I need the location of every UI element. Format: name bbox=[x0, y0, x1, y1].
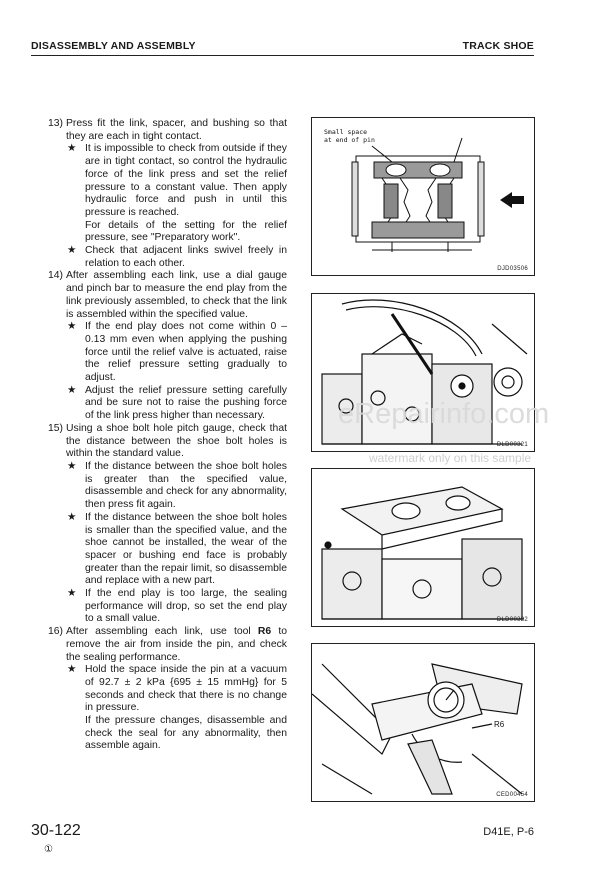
step-16 bbox=[48, 626, 287, 664]
note bbox=[48, 664, 287, 715]
section-title: DISASSEMBLY AND ASSEMBLY bbox=[31, 40, 196, 52]
figure-pitch-gauge bbox=[311, 468, 535, 627]
tool-label: R6 bbox=[494, 720, 505, 729]
note bbox=[48, 512, 287, 588]
note-text: It is impossible to check from outside if they are in tight contact, so control the hydraulic force of the link press and set the relief pressure to a constant value. Then apply hydraulic force and push in until this pressure is reached. bbox=[85, 143, 287, 218]
note bbox=[48, 245, 287, 270]
tool-r6-photo bbox=[312, 644, 534, 801]
star-icon: ★ bbox=[67, 588, 77, 600]
step-text: Press fit the link, spacer, and bushing so that they are each in tight contact. bbox=[66, 118, 287, 142]
note-text: If the end play is too large, the sealing performance will drop, so set the end play to a small value. bbox=[85, 588, 287, 625]
note-text: Hold the space inside the pin at a vacuum of 92.7 ± 2 kPa {695 ± 15 mmHg} for 5 seconds and check that there is no change in pressure. bbox=[85, 664, 287, 714]
figure-label: Small space bbox=[324, 128, 368, 136]
figure-tool-r6 bbox=[311, 643, 535, 802]
note bbox=[48, 143, 287, 219]
figure-code: DJD03506 bbox=[497, 266, 528, 272]
revision-mark: ① bbox=[44, 844, 53, 855]
step-15 bbox=[48, 423, 287, 461]
note-text: If the end play does not come within 0 – 0.13 mm even when applying the pushing force until the relief valve is actuated, raise the relief pressure setting gradually to adjust. bbox=[85, 321, 287, 384]
star-icon: ★ bbox=[67, 143, 77, 155]
note-text: If the distance between the shoe bolt holes is greater than the specified value, disassemble and check for any abnormality, then press fit again. bbox=[85, 460, 287, 511]
step-text: After assembling each link, use tool bbox=[66, 626, 258, 638]
note bbox=[48, 321, 287, 385]
arrow-icon bbox=[500, 192, 524, 208]
step-number: 13) bbox=[48, 118, 64, 129]
star-icon: ★ bbox=[67, 511, 77, 523]
step-14 bbox=[48, 270, 287, 321]
note-text: Adjust the relief pressure setting carefully and be sure not to raise the pushing force of the link press higher than necessary. bbox=[85, 384, 287, 422]
pitch-gauge-photo bbox=[312, 469, 534, 626]
step-13 bbox=[48, 118, 287, 143]
tool-code: R6 bbox=[257, 626, 272, 638]
note bbox=[48, 385, 287, 423]
note-continuation: For details of the setting for the relief pressure, see "Preparatory work". bbox=[85, 219, 287, 244]
figure-link-press bbox=[311, 117, 535, 276]
figure-label: at end of pin bbox=[324, 136, 375, 144]
note-continuation: If the pressure changes, disassemble and check the seal for any abnormality, then assemble again. bbox=[85, 715, 287, 752]
star-icon: ★ bbox=[67, 664, 77, 676]
note bbox=[48, 461, 287, 512]
step-number: 15) bbox=[48, 422, 64, 434]
step-text: After assembling each link, use a dial gauge and pinch bar to measure the end play from the link previously assembled, to check that the link is assembled within the specified value. bbox=[66, 270, 287, 320]
watermark-note: watermark only on this sample bbox=[369, 451, 532, 465]
step-text: to remove the air from inside the pin, and check the sealing performance. bbox=[66, 626, 287, 663]
figure-code: CED00454 bbox=[496, 792, 528, 798]
watermark-brand: eRepairinfo.com bbox=[338, 398, 550, 430]
star-icon: ★ bbox=[67, 245, 77, 257]
figure-code: DLD00322 bbox=[496, 617, 528, 623]
step-number: 16) bbox=[48, 626, 64, 638]
note-text: Check that adjacent links swivel freely in relation to each other. bbox=[85, 245, 287, 269]
model-code: D41E, P-6 bbox=[483, 826, 534, 838]
figure-code: DLD00321 bbox=[496, 442, 528, 448]
step-number: 14) bbox=[48, 270, 64, 282]
link-press-drawing bbox=[312, 118, 534, 275]
chapter-title: TRACK SHOE bbox=[462, 40, 534, 52]
header-rule bbox=[31, 55, 534, 56]
procedure-text bbox=[48, 118, 287, 753]
note bbox=[48, 588, 287, 626]
note-text: If the distance between the shoe bolt holes is smaller than the specified value, and the shoe cannot be installed, the wear of the spacer or bushing end face is probably greater than the repair limit, so disassemble and replace with a new part. bbox=[85, 511, 287, 587]
page-number: 30-122 bbox=[31, 822, 81, 839]
star-icon: ★ bbox=[67, 460, 77, 472]
step-text: Using a shoe bolt hole pitch gauge, check that the distance between the shoe bolt holes is within the standard value. bbox=[66, 422, 287, 460]
star-icon: ★ bbox=[67, 321, 77, 333]
star-icon: ★ bbox=[67, 384, 77, 396]
